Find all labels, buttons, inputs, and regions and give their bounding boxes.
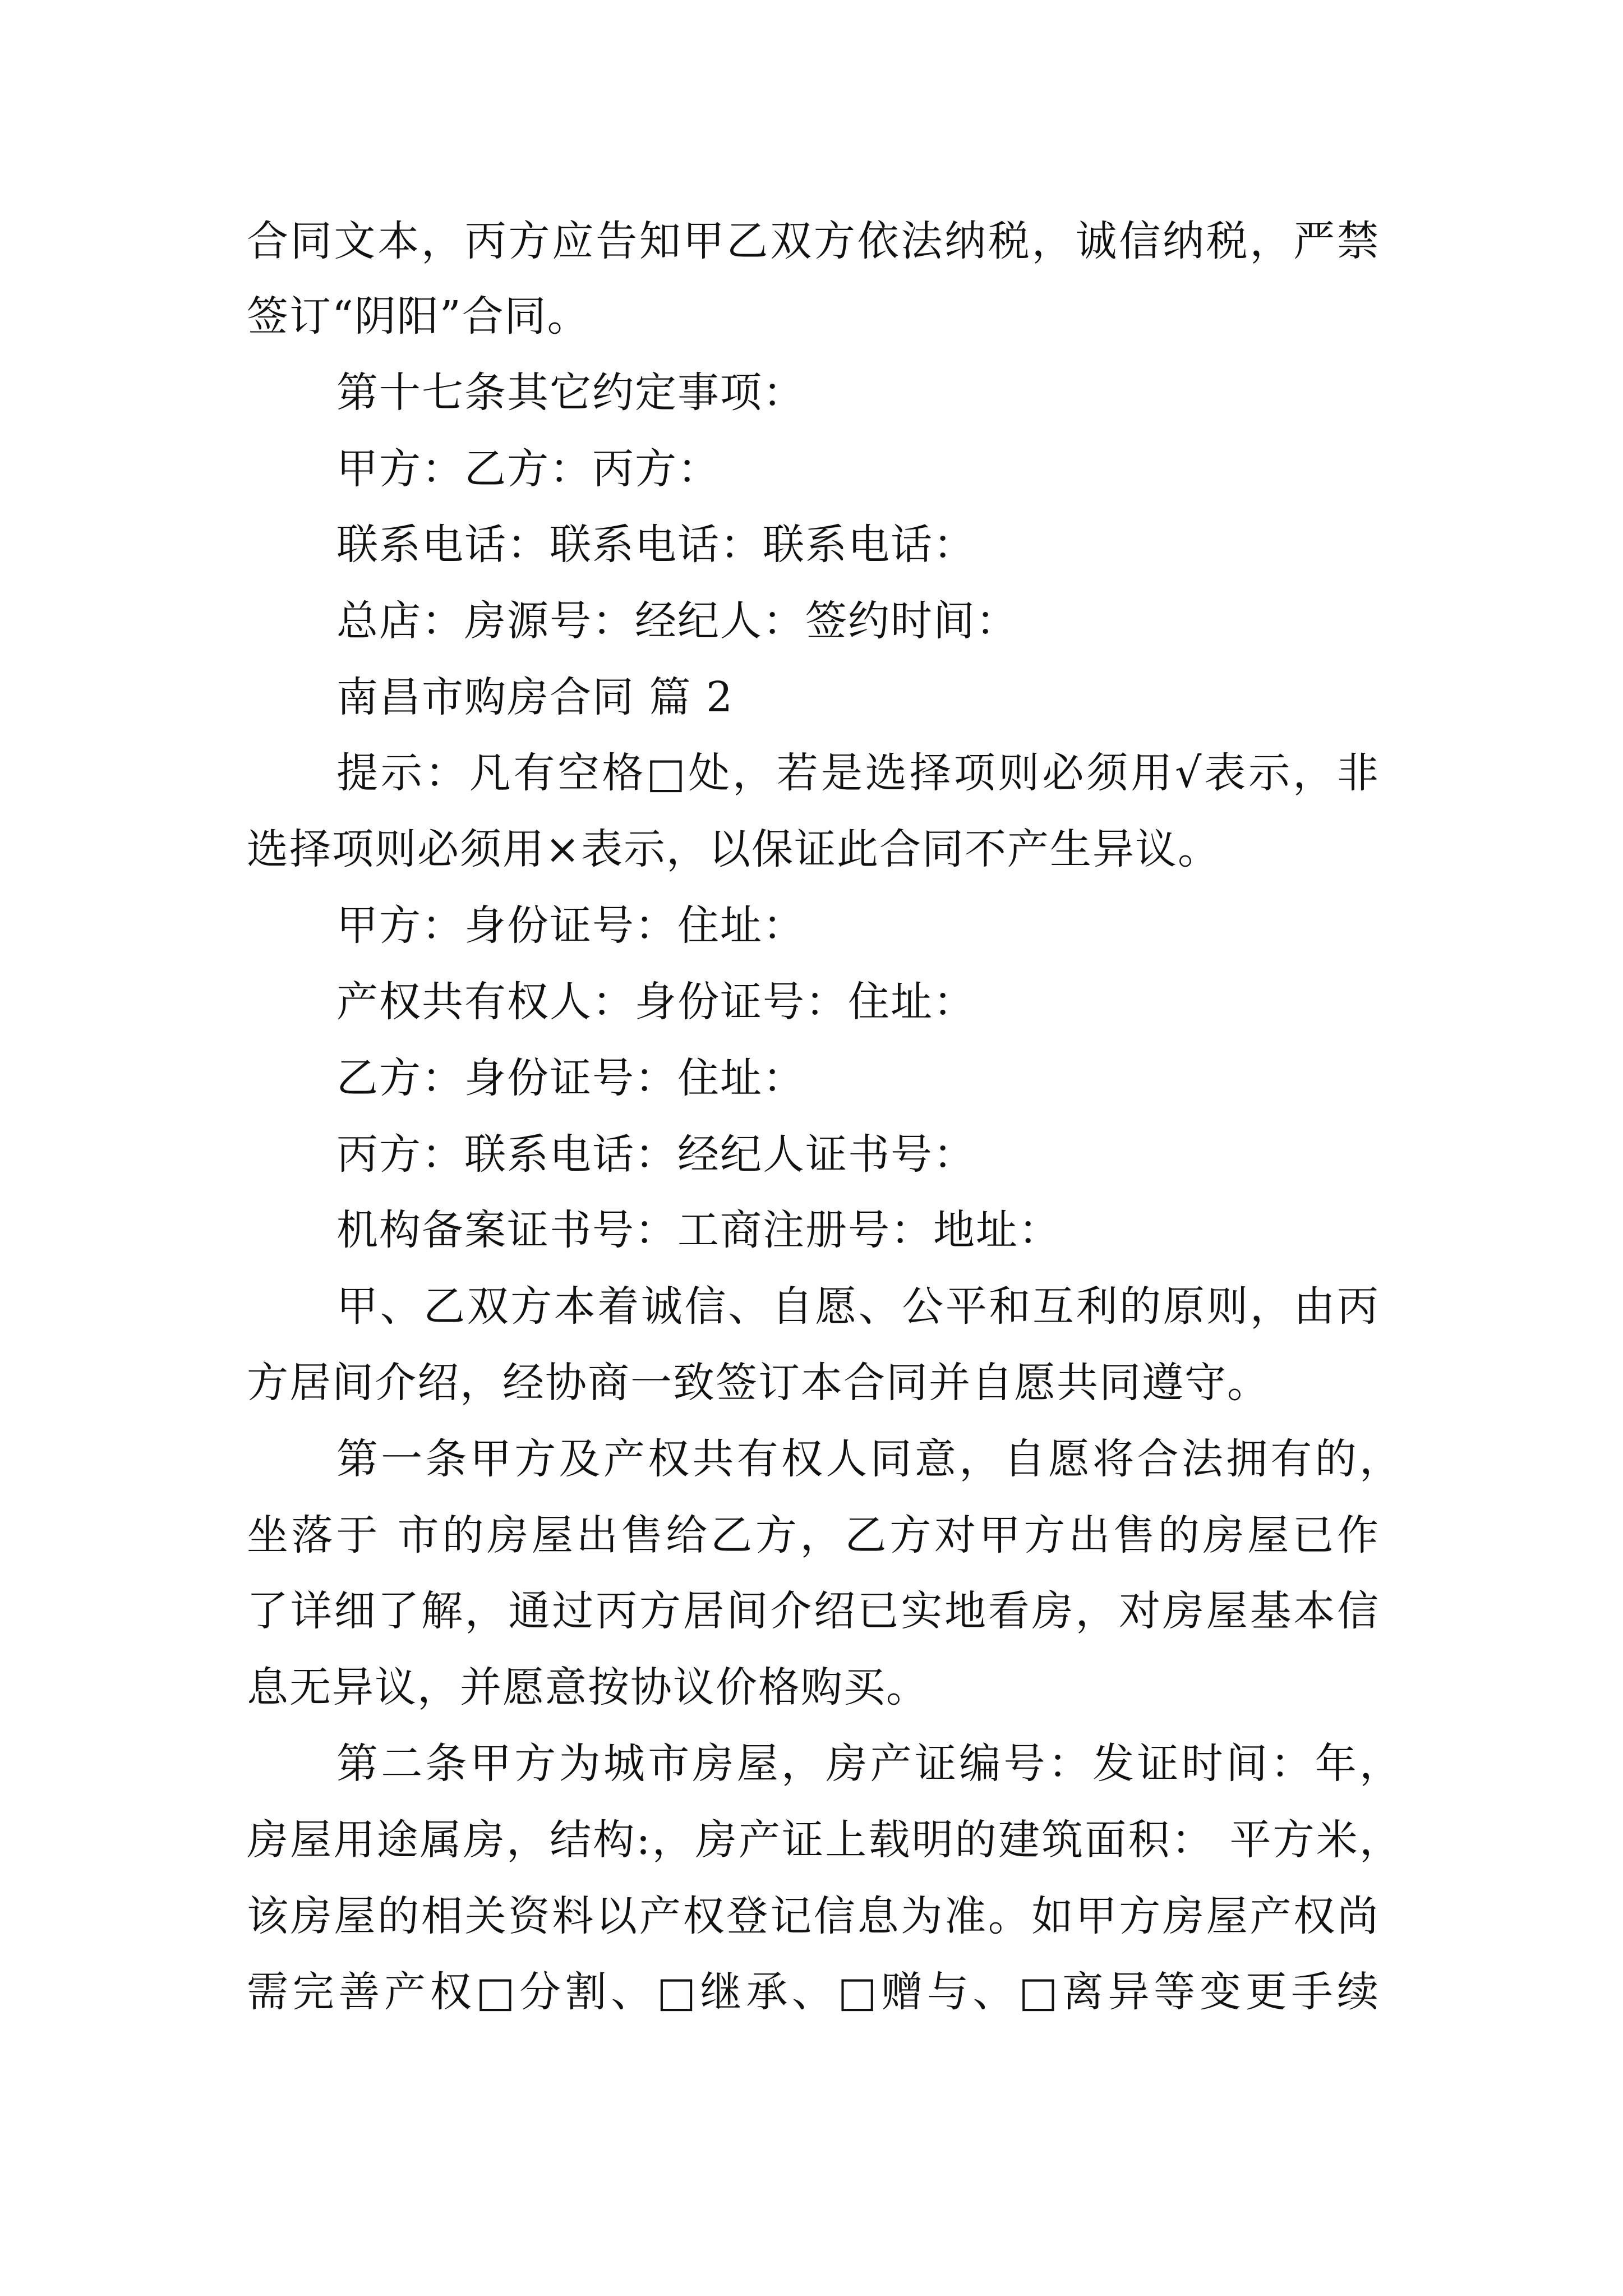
text-line: 方居间介绍，经协商一致签订本合同并自愿共同遵守。: [247, 1359, 1270, 1407]
text-line: 合同文本，丙方应告知甲乙双方依法纳税，诚信纳税，严禁: [247, 217, 1380, 265]
text-line: 第一条甲方及产权共有权人同意，自愿将合法拥有的，: [336, 1435, 1402, 1483]
text-line: 联系电话：联系电话：联系电话：: [336, 521, 976, 569]
text-line: 总店：房源号：经纪人：签约时间：: [336, 597, 1018, 645]
text-line: 坐落于 市的房屋出售给乙方，乙方对甲方出售的房屋已作: [247, 1511, 1380, 1559]
text-line: 息无异议，并愿意按协议价格购买。: [247, 1663, 929, 1711]
text-line: 乙方：身份证号：住址：: [336, 1054, 805, 1102]
text-line: 该房屋的相关资料以产权登记信息为准。如甲方房屋产权尚: [247, 1892, 1380, 1940]
text-line: 甲方：身份证号：住址：: [336, 901, 805, 950]
text-line: 机构备案证书号：工商注册号：地址：: [336, 1206, 1061, 1254]
text-line: 了详细了解，通过丙方居间介绍已实地看房，对房屋基本信: [247, 1587, 1380, 1635]
text-line: 甲方：乙方：丙方：: [336, 445, 720, 493]
text-line: 第十七条其它约定事项：: [336, 369, 805, 417]
section-heading: 南昌市购房合同 篇 2: [336, 673, 734, 721]
text-line: 选择项则必须用×表示，以保证此合同不产生异议。: [247, 825, 1221, 873]
text-line: 签订“阴阳”合同。: [247, 292, 590, 341]
text-line: 产权共有权人：身份证号：住址：: [336, 978, 976, 1026]
text-line: 第二条甲方为城市房屋，房产证编号：发证时间：年，: [336, 1740, 1402, 1788]
text-line: 甲、乙双方本着诚信、自愿、公平和互利的原则，由丙: [336, 1282, 1380, 1331]
text-line: 房屋用途属房，结构:，房产证上载明的建筑面积： 平方米，: [247, 1816, 1402, 1864]
text-line: 需完善产权□分割、□继承、□赠与、□离异等变更手续: [247, 1968, 1380, 2016]
text-line: 丙方：联系电话：经纪人证书号：: [336, 1130, 976, 1179]
text-line: 提示：凡有空格□处，若是选择项则必须用√表示，非: [336, 749, 1380, 797]
